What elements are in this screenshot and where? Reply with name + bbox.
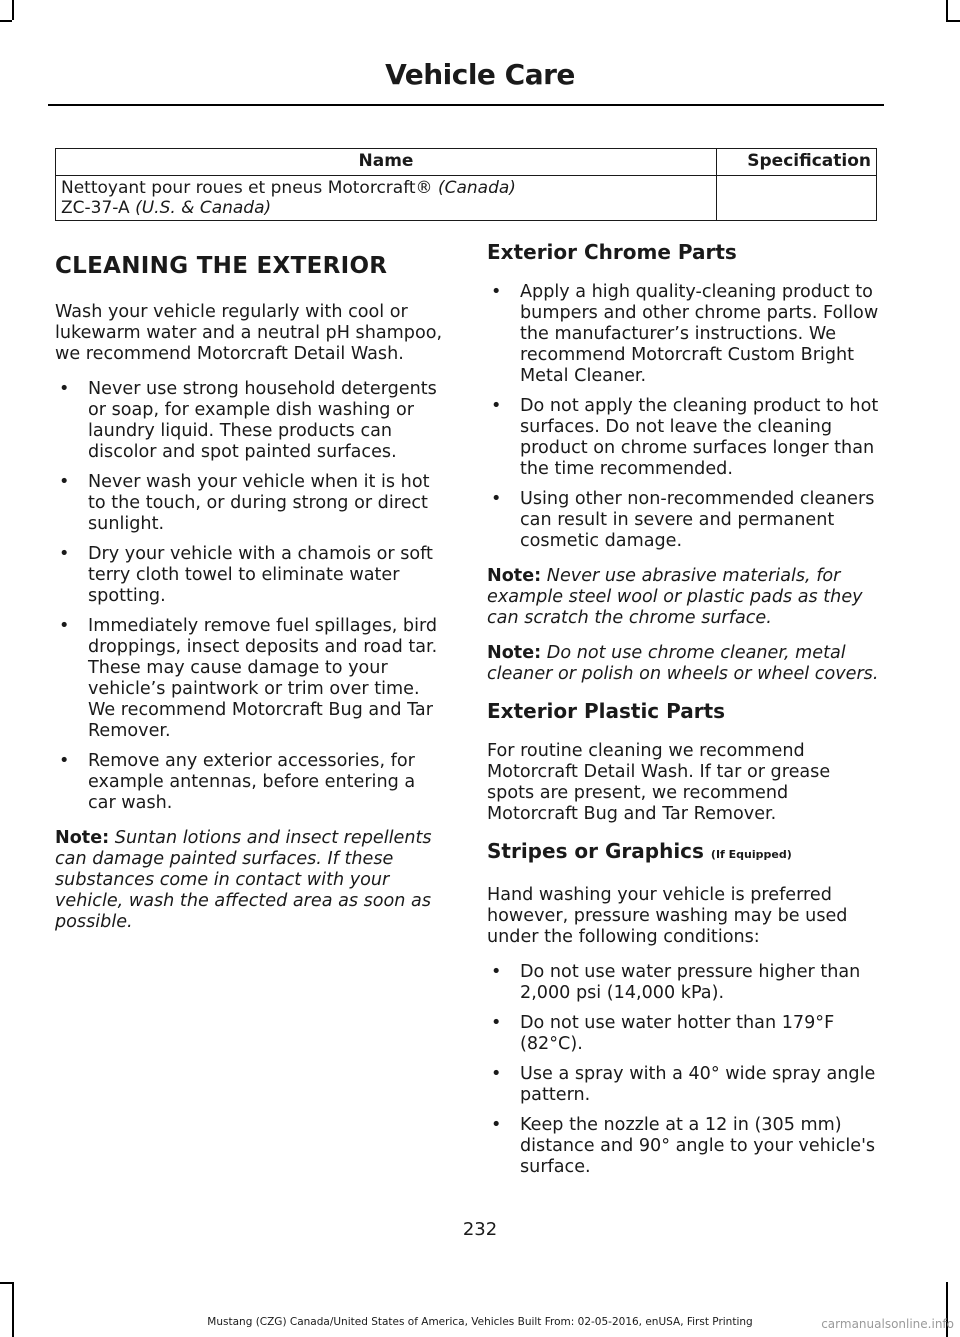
- cleaning-bullet-list: [55, 379, 447, 814]
- stripes-bullet-list: [487, 962, 879, 1178]
- subheading-chrome-parts: Exterior Chrome Parts: [487, 240, 737, 264]
- table-row: [56, 176, 877, 221]
- page-number: 232: [462, 1219, 498, 1240]
- specification-table: [55, 148, 877, 221]
- product-name-canada: Nettoyant pour roues et pneus Motorcraft®: [61, 178, 433, 198]
- bullet-icon: •: [59, 472, 70, 492]
- bullet-icon: •: [491, 489, 502, 509]
- crop-mark-bottom-left-h: [0, 1282, 12, 1284]
- bullet-icon: •: [491, 1064, 502, 1084]
- bullet-icon: •: [491, 1115, 502, 1135]
- right-column: [487, 240, 879, 1192]
- bullet-icon: •: [491, 962, 502, 982]
- crop-mark-top-right-h: [946, 20, 960, 22]
- chrome-bullet-list: [487, 282, 879, 552]
- bullet-icon: •: [491, 1013, 502, 1033]
- note-text: Do not use chrome cleaner, metal cleaner or polish on wheels or wheel covers.: [487, 643, 879, 684]
- bullet-icon: •: [59, 616, 70, 636]
- note-label: Note:: [55, 828, 110, 848]
- cleaning-note: [55, 828, 447, 933]
- plastic-parts-text: For routine cleaning we recommend Motorcraft Detail Wash. If tar or grease spots are present, we recommend Motorcraft Bug and Tar Remover.: [487, 741, 831, 824]
- bullet-icon: •: [59, 544, 70, 564]
- page-title: Vehicle Care: [385, 58, 575, 91]
- note-label: Note:: [487, 566, 542, 586]
- list-item: • Apply a high quality-cleaning product to bumpers and other chrome parts. Follow the manufacturer’s instructions. We recommend Motorcraft Custom Bright Metal Cleaner.: [491, 282, 879, 386]
- list-item: • Never wash your vehicle when it is hot to the touch, or during strong or direct sunlight.: [59, 472, 430, 534]
- table-cell-specification: [717, 176, 877, 221]
- list-item: • Remove any exterior accessories, for example antennas, before entering a car wash.: [59, 751, 416, 813]
- left-column: [55, 240, 447, 947]
- product-code: ZC-37-A: [61, 198, 130, 218]
- watermark: carmanualsonline.info: [821, 1317, 954, 1331]
- table-cell-name: [56, 176, 717, 221]
- subheading-stripes-graphics: [487, 839, 879, 867]
- column-header-name: Name: [56, 149, 717, 176]
- list-item: • Use a spray with a 40° wide spray angle pattern.: [491, 1064, 876, 1105]
- crop-mark-top-left: [12, 0, 14, 20]
- stripes-intro: Hand washing your vehicle is preferred however, pressure washing may be used under the following conditions:: [487, 885, 848, 947]
- note-text: Suntan lotions and insect repellents can damage painted surfaces. If these substances come in contact with your vehicle, wash the affected area as soon as possible.: [55, 828, 432, 932]
- crop-mark-top-right: [946, 0, 948, 20]
- chrome-note-wheels: [487, 643, 879, 685]
- header-rule: [48, 104, 884, 106]
- crop-mark-top-left-h: [0, 20, 12, 22]
- bullet-icon: •: [59, 379, 70, 399]
- list-item: • Immediately remove fuel spillages, bird droppings, insect deposits and road tar. These may cause damage to your vehicle’s paintwork or trim over time. We recommend Motorcraft Bug and Tar Remover.: [59, 616, 438, 741]
- list-item: • Do not use water pressure higher than 2,000 psi (14,000 kPa).: [491, 962, 861, 1003]
- list-item: • Using other non-recommended cleaners can result in severe and permanent cosmetic damage.: [491, 489, 875, 551]
- column-header-specification: Specification: [717, 149, 877, 176]
- note-label: Note:: [487, 643, 542, 663]
- crop-mark-bottom-left: [12, 1282, 14, 1337]
- cleaning-intro: Wash your vehicle regularly with cool or lukewarm water and a neutral pH shampoo, we recommend Motorcraft Detail Wash.: [55, 302, 443, 364]
- note-text: Never use abrasive materials, for example steel wool or plastic pads as they can scratch the chrome surface.: [487, 566, 863, 628]
- list-item: • Dry your vehicle with a chamois or soft terry cloth towel to eliminate water spotting.: [59, 544, 433, 606]
- product-region-canada: (Canada): [437, 178, 516, 198]
- bullet-icon: •: [59, 751, 70, 771]
- product-region-us-canada: (U.S. & Canada): [135, 198, 272, 218]
- list-item: • Keep the nozzle at a 12 in (305 mm) distance and 90° angle to your vehicle's surface.: [491, 1115, 876, 1177]
- list-item: • Never use strong household detergents or soap, for example dish washing or laundry liquid. These products can discolor and spot painted surfaces.: [59, 379, 437, 462]
- chrome-note-abrasive: [487, 566, 879, 629]
- subheading-plastic-parts: Exterior Plastic Parts: [487, 699, 726, 723]
- bullet-icon: •: [491, 396, 502, 416]
- footer-text: Mustang (CZG) Canada/United States of America, Vehicles Built From: 02-05-2016, enUSA, First Printing: [207, 1316, 753, 1328]
- table-header-row: [56, 149, 877, 176]
- bullet-icon: •: [491, 282, 502, 302]
- section-heading-cleaning-exterior: CLEANING THE EXTERIOR: [55, 253, 388, 279]
- list-item: • Do not use water hotter than 179°F (82°C).: [491, 1013, 835, 1054]
- stripes-heading-text: Stripes or Graphics: [487, 839, 704, 863]
- list-item: • Do not apply the cleaning product to hot surfaces. Do not leave the cleaning product on chrome surfaces longer than the time recommended.: [491, 396, 879, 479]
- if-equipped-label: (If Equipped): [710, 848, 792, 861]
